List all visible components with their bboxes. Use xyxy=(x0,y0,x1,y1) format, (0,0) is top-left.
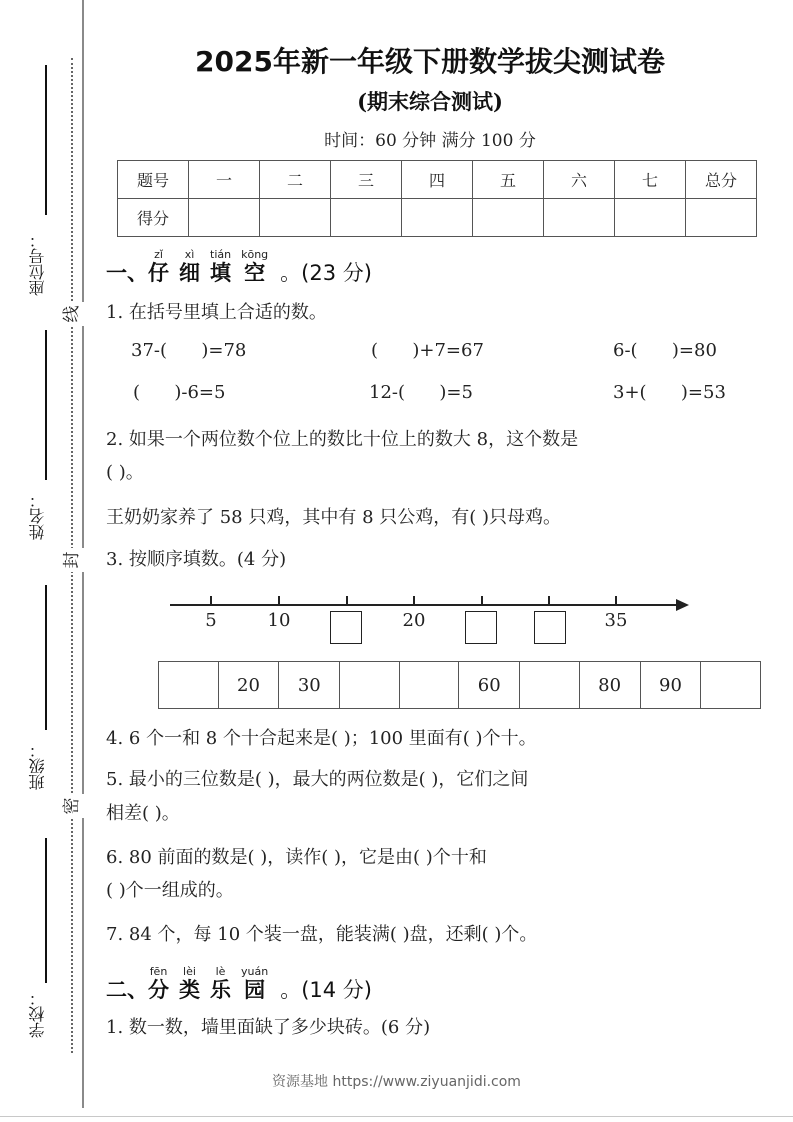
section-1-number: 一、 xyxy=(106,261,148,285)
sequence-cell[interactable] xyxy=(399,662,459,709)
sequence-boxes xyxy=(158,661,761,709)
score-cell[interactable] xyxy=(331,199,402,237)
score-table-col: 总分 xyxy=(686,161,757,199)
tick-mark xyxy=(278,596,280,605)
section-2-heading xyxy=(106,966,372,1002)
question-1-5-line2[interactable]: 相差( )。 xyxy=(106,803,180,824)
hanzi: 细 xyxy=(179,261,200,285)
score-table-col: 四 xyxy=(402,161,473,199)
hanzi: 园 xyxy=(244,978,266,1002)
sequence-cell: 20 xyxy=(218,662,279,709)
score-cell[interactable] xyxy=(189,199,260,237)
sequence-cell[interactable] xyxy=(159,662,219,709)
school-label: 学校： xyxy=(28,990,47,1038)
seat-number-field[interactable] xyxy=(45,65,47,215)
number-line xyxy=(170,604,680,606)
sequence-cell: 30 xyxy=(279,662,340,709)
question-1-4[interactable]: 4. 6 个一和 8 个十合起来是( )；100 里面有( )个十。 xyxy=(106,728,537,749)
arrow-right-icon xyxy=(676,599,689,611)
score-table-col: 六 xyxy=(544,161,615,199)
score-table-col: 二 xyxy=(260,161,331,199)
score-cell[interactable] xyxy=(686,199,757,237)
score-table-col: 三 xyxy=(331,161,402,199)
tick-mark xyxy=(346,596,348,605)
name-label: 姓名： xyxy=(28,492,47,540)
tick-mark xyxy=(548,596,550,605)
tick-label: 20 xyxy=(402,610,426,631)
section-1-points: 。(23 分) xyxy=(280,261,372,285)
question-1-1-prompt: 1. 在括号里填上合适的数。 xyxy=(106,302,327,323)
pinyin: zǐ xyxy=(154,248,163,261)
question-1-3-prompt: 3. 按顺序填数。(4 分) xyxy=(106,549,287,570)
sequence-cell[interactable] xyxy=(340,662,400,709)
question-1-6-line2[interactable]: ( )个一组成的。 xyxy=(106,880,234,901)
pinyin: kōng xyxy=(241,248,269,261)
hanzi: 仔 xyxy=(148,261,169,285)
section-2-points: 。(14 分) xyxy=(280,978,372,1002)
section-2-number: 二、 xyxy=(106,978,148,1002)
watermark: 资源基地 https://www.ziyuanjidi.com xyxy=(272,1074,521,1090)
question-1-2-line1: 2. 如果一个两位数个位上的数比十位上的数大 8，这个数是 xyxy=(106,429,579,450)
answer-box[interactable] xyxy=(465,611,497,644)
pinyin: yuán xyxy=(241,965,269,978)
equation[interactable]: 37-( )=78 xyxy=(131,340,247,361)
seal-char-feng: 封 xyxy=(60,548,84,572)
sequence-cell: 80 xyxy=(579,662,640,709)
class-field[interactable] xyxy=(45,585,47,730)
tick-mark xyxy=(481,596,483,605)
ruby-char xyxy=(148,966,169,1002)
hanzi: 乐 xyxy=(210,978,231,1002)
seal-char-xian: 线 xyxy=(60,302,84,326)
section-1-heading xyxy=(106,249,372,285)
sequence-cell[interactable] xyxy=(701,662,761,709)
score-table-header-row xyxy=(118,161,757,199)
pinyin: xì xyxy=(184,248,195,261)
question-1-6-line1[interactable]: 6. 80 前面的数是( )，读作( )，它是由( )个十和 xyxy=(106,847,487,868)
seat-number-label: 座位号： xyxy=(28,232,47,296)
score-cell[interactable] xyxy=(473,199,544,237)
tick-label: 35 xyxy=(604,610,628,631)
pinyin: tián xyxy=(210,248,232,261)
equation[interactable]: 3+( )=53 xyxy=(613,382,726,403)
pinyin: lè xyxy=(215,965,226,978)
class-label: 班级： xyxy=(28,742,47,790)
answer-box[interactable] xyxy=(330,611,362,644)
equation[interactable]: ( )+7=67 xyxy=(371,340,484,361)
time-info: 时间：60 分钟 满分 100 分 xyxy=(324,131,536,151)
question-2-1-prompt: 1. 数一数，墙里面缺了多少块砖。(6 分) xyxy=(106,1017,431,1038)
hanzi: 填 xyxy=(210,261,232,285)
ruby-char xyxy=(148,249,169,285)
school-field[interactable] xyxy=(45,838,47,983)
tick-mark xyxy=(413,596,415,605)
equation[interactable]: 12-( )=5 xyxy=(369,382,473,403)
question-1-2-line3[interactable]: 王奶奶家养了 58 只鸡，其中有 8 只公鸡，有( )只母鸡。 xyxy=(106,507,562,528)
tick-label: 5 xyxy=(205,610,217,631)
hanzi: 类 xyxy=(179,978,200,1002)
hanzi: 分 xyxy=(148,978,169,1002)
score-cell[interactable] xyxy=(544,199,615,237)
ruby-char xyxy=(210,249,231,285)
answer-box[interactable] xyxy=(534,611,566,644)
question-1-2-line2[interactable]: ( )。 xyxy=(106,462,144,483)
score-table-col: 五 xyxy=(473,161,544,199)
score-table-col: 七 xyxy=(615,161,686,199)
score-table-row-header: 得分 xyxy=(118,199,189,237)
score-table-score-row xyxy=(118,199,757,237)
ruby-char xyxy=(241,249,268,285)
score-cell[interactable] xyxy=(260,199,331,237)
sequence-cell: 90 xyxy=(640,662,701,709)
seal-char-mi: 密 xyxy=(60,794,84,818)
pinyin: fēn xyxy=(149,965,168,978)
question-1-7[interactable]: 7. 84 个，每 10 个装一盘，能装满( )盘，还剩( )个。 xyxy=(106,924,538,945)
sequence-cell: 60 xyxy=(459,662,520,709)
name-field[interactable] xyxy=(45,330,47,480)
ruby-char xyxy=(179,249,200,285)
ruby-char xyxy=(179,966,200,1002)
score-table-row-header: 题号 xyxy=(118,161,189,199)
pinyin: lèi xyxy=(183,965,196,978)
score-table-col: 一 xyxy=(189,161,260,199)
tick-mark xyxy=(210,596,212,605)
equation[interactable]: ( )-6=5 xyxy=(133,382,226,403)
question-1-5-line1[interactable]: 5. 最小的三位数是( )，最大的两位数是( )，它们之间 xyxy=(106,769,529,790)
sequence-cell[interactable] xyxy=(520,662,580,709)
score-cell[interactable] xyxy=(402,199,473,237)
score-cell[interactable] xyxy=(615,199,686,237)
tick-label: 10 xyxy=(267,610,291,631)
score-table xyxy=(117,160,757,237)
hanzi: 空 xyxy=(244,261,266,285)
page-title: 2025年新一年级下册数学拔尖测试卷 xyxy=(195,45,665,78)
ruby-char xyxy=(210,966,231,1002)
ruby-char xyxy=(241,966,268,1002)
equation[interactable]: 6-( )=80 xyxy=(613,340,717,361)
page-bottom-border xyxy=(0,1116,793,1117)
page-subtitle: (期末综合测试) xyxy=(357,89,503,114)
tick-mark xyxy=(615,596,617,605)
